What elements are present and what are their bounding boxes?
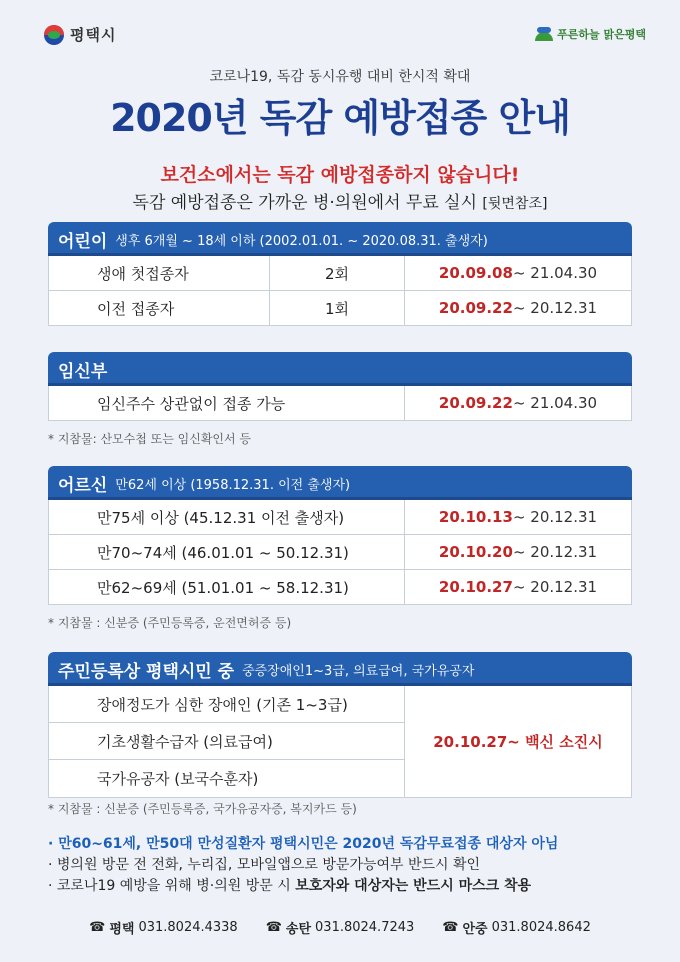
page-title: 2020년 독감 예방접종 안내 (110, 96, 570, 140)
row-label: 임신주수 상관없이 접종 가능 (49, 386, 405, 420)
period-end: ~ 20.12.31 (512, 299, 598, 317)
bullet-notes (48, 834, 648, 897)
period-end: ~ 21.04.30 (512, 264, 598, 282)
phone-contact (89, 918, 238, 937)
pregnant-note: * 지참물: 산모수첩 또는 임신확인서 등 (48, 432, 251, 446)
section-title: 주민등록상 평택시민 중 (58, 661, 235, 682)
free-notice (0, 188, 680, 213)
period-start: 20.10.13 (438, 508, 513, 526)
period-start: 20.09.08 (438, 264, 513, 282)
section-desc: 만62세 이상 (1958.12.31. 이전 출생자) (115, 477, 351, 493)
phone-contacts (0, 918, 680, 937)
phone-number: 031.8024.4338 (138, 920, 238, 935)
city-logo (44, 24, 116, 45)
phone-icon: ☎ (442, 920, 459, 935)
phone-number: 031.8024.8642 (491, 920, 591, 935)
phone-icon: ☎ (265, 920, 282, 935)
row-label: 만70~74세 (46.01.01 ~ 50.12.31) (49, 535, 405, 569)
citizens-table (48, 686, 632, 798)
warning-text: 보건소에서는 독감 예방접종하지 않습니다! (160, 164, 520, 186)
phone-contact (442, 918, 591, 937)
slogan-logo-text: 푸른하늘 맑은평택 (557, 28, 646, 41)
section-header (48, 222, 632, 256)
section-title: 어린이 (58, 231, 108, 252)
city-logo-text: 평택시 (70, 26, 117, 44)
phone-name: 송탄 (285, 922, 312, 937)
table-row (48, 386, 632, 421)
section-children (48, 222, 632, 326)
row-period (405, 256, 631, 290)
table-row (48, 570, 632, 605)
period-end: ~ 20.12.31 (512, 508, 598, 526)
section-pregnant (48, 352, 632, 421)
row-period (405, 535, 631, 569)
period-start: 20.09.22 (438, 394, 513, 412)
table-row (48, 535, 632, 570)
row-count: 2회 (269, 256, 405, 290)
section-desc: 중증장애인1~3급, 의료급여, 국가유공자 (242, 663, 475, 679)
top-bar (0, 0, 680, 62)
row-period (405, 291, 631, 325)
period-start: 20.10.20 (438, 543, 513, 561)
period-end: ~ 20.12.31 (512, 578, 598, 596)
period-end: ~ 백신 소진시 (507, 733, 603, 751)
section-seniors (48, 466, 632, 605)
section-desc: 생후 6개월 ~ 18세 이하 (2002.01.01. ~ 2020.08.31. 출생자) (115, 233, 488, 249)
period-end: ~ 20.12.31 (512, 543, 598, 561)
row-period (405, 386, 631, 420)
free-notice-text: 독감 예방접종은 가까운 병·의원에서 무료 실시 (132, 193, 477, 213)
row-label: 만75세 이상 (45.12.31 이전 출생자) (49, 500, 405, 534)
period-start: 20.10.27 (438, 578, 513, 596)
bullet-emphasis: 보호자와 대상자는 반드시 마스크 착용 (295, 878, 532, 894)
seniors-note: * 지참물 : 신분증 (주민등록증, 운전면허증 등) (48, 616, 292, 630)
list-item: 국가유공자 (보국수훈자) (97, 770, 259, 788)
row-label: 생애 첫접종자 (97, 264, 189, 283)
row-label: 만62~69세 (51.01.01 ~ 58.12.31) (49, 570, 405, 604)
city-emblem-icon (44, 25, 64, 45)
table-row (48, 500, 632, 535)
bullet-line: · 병의원 방문 전 전화, 누리집, 모바일앱으로 방문가능여부 반드시 확인 (48, 857, 481, 873)
section-header (48, 466, 632, 500)
row-count: 1회 (269, 291, 405, 325)
list-item: 기초생활수급자 (의료급여) (49, 723, 404, 760)
bullet-line (48, 876, 648, 897)
bullet-line: · 만60~61세, 만50대 만성질환자 평택시민은 2020년 독감무료접종 대상자 아님 (48, 836, 559, 852)
phone-number: 031.8024.7243 (315, 920, 415, 935)
phone-name: 안중 (462, 922, 488, 937)
phone-icon: ☎ (89, 920, 106, 935)
table-row (48, 291, 632, 326)
section-title: 임신부 (58, 361, 108, 382)
section-header (48, 652, 632, 686)
row-period (405, 570, 631, 604)
bullet-text: · 코로나19 예방을 위해 병·의원 방문 시 (48, 878, 296, 894)
citizens-labels (49, 686, 405, 797)
subtitle: 코로나19, 독감 동시유행 대비 한시적 확대 (209, 69, 471, 85)
section-citizens (48, 652, 632, 798)
section-title: 어르신 (58, 475, 108, 496)
citizens-period (405, 686, 631, 797)
row-label: 이전 접종자 (97, 299, 175, 318)
period-start: 20.10.27 (433, 732, 508, 751)
free-notice-ref: [뒷면참조] (482, 196, 548, 212)
phone-contact (266, 918, 415, 937)
section-header (48, 352, 632, 386)
row-period (405, 500, 631, 534)
phone-name: 평택 (109, 922, 135, 937)
period-start: 20.09.22 (438, 299, 513, 317)
citizens-note: * 지참물 : 신분증 (주민등록증, 국가유공자증, 복지카드 등) (48, 802, 357, 816)
table-row (48, 256, 632, 291)
list-item: 장애정도가 심한 장애인 (기존 1~3급) (49, 686, 404, 723)
slogan-logo (535, 26, 646, 42)
period-end: ~ 21.04.30 (512, 394, 598, 412)
hill-logo-icon (535, 27, 553, 41)
